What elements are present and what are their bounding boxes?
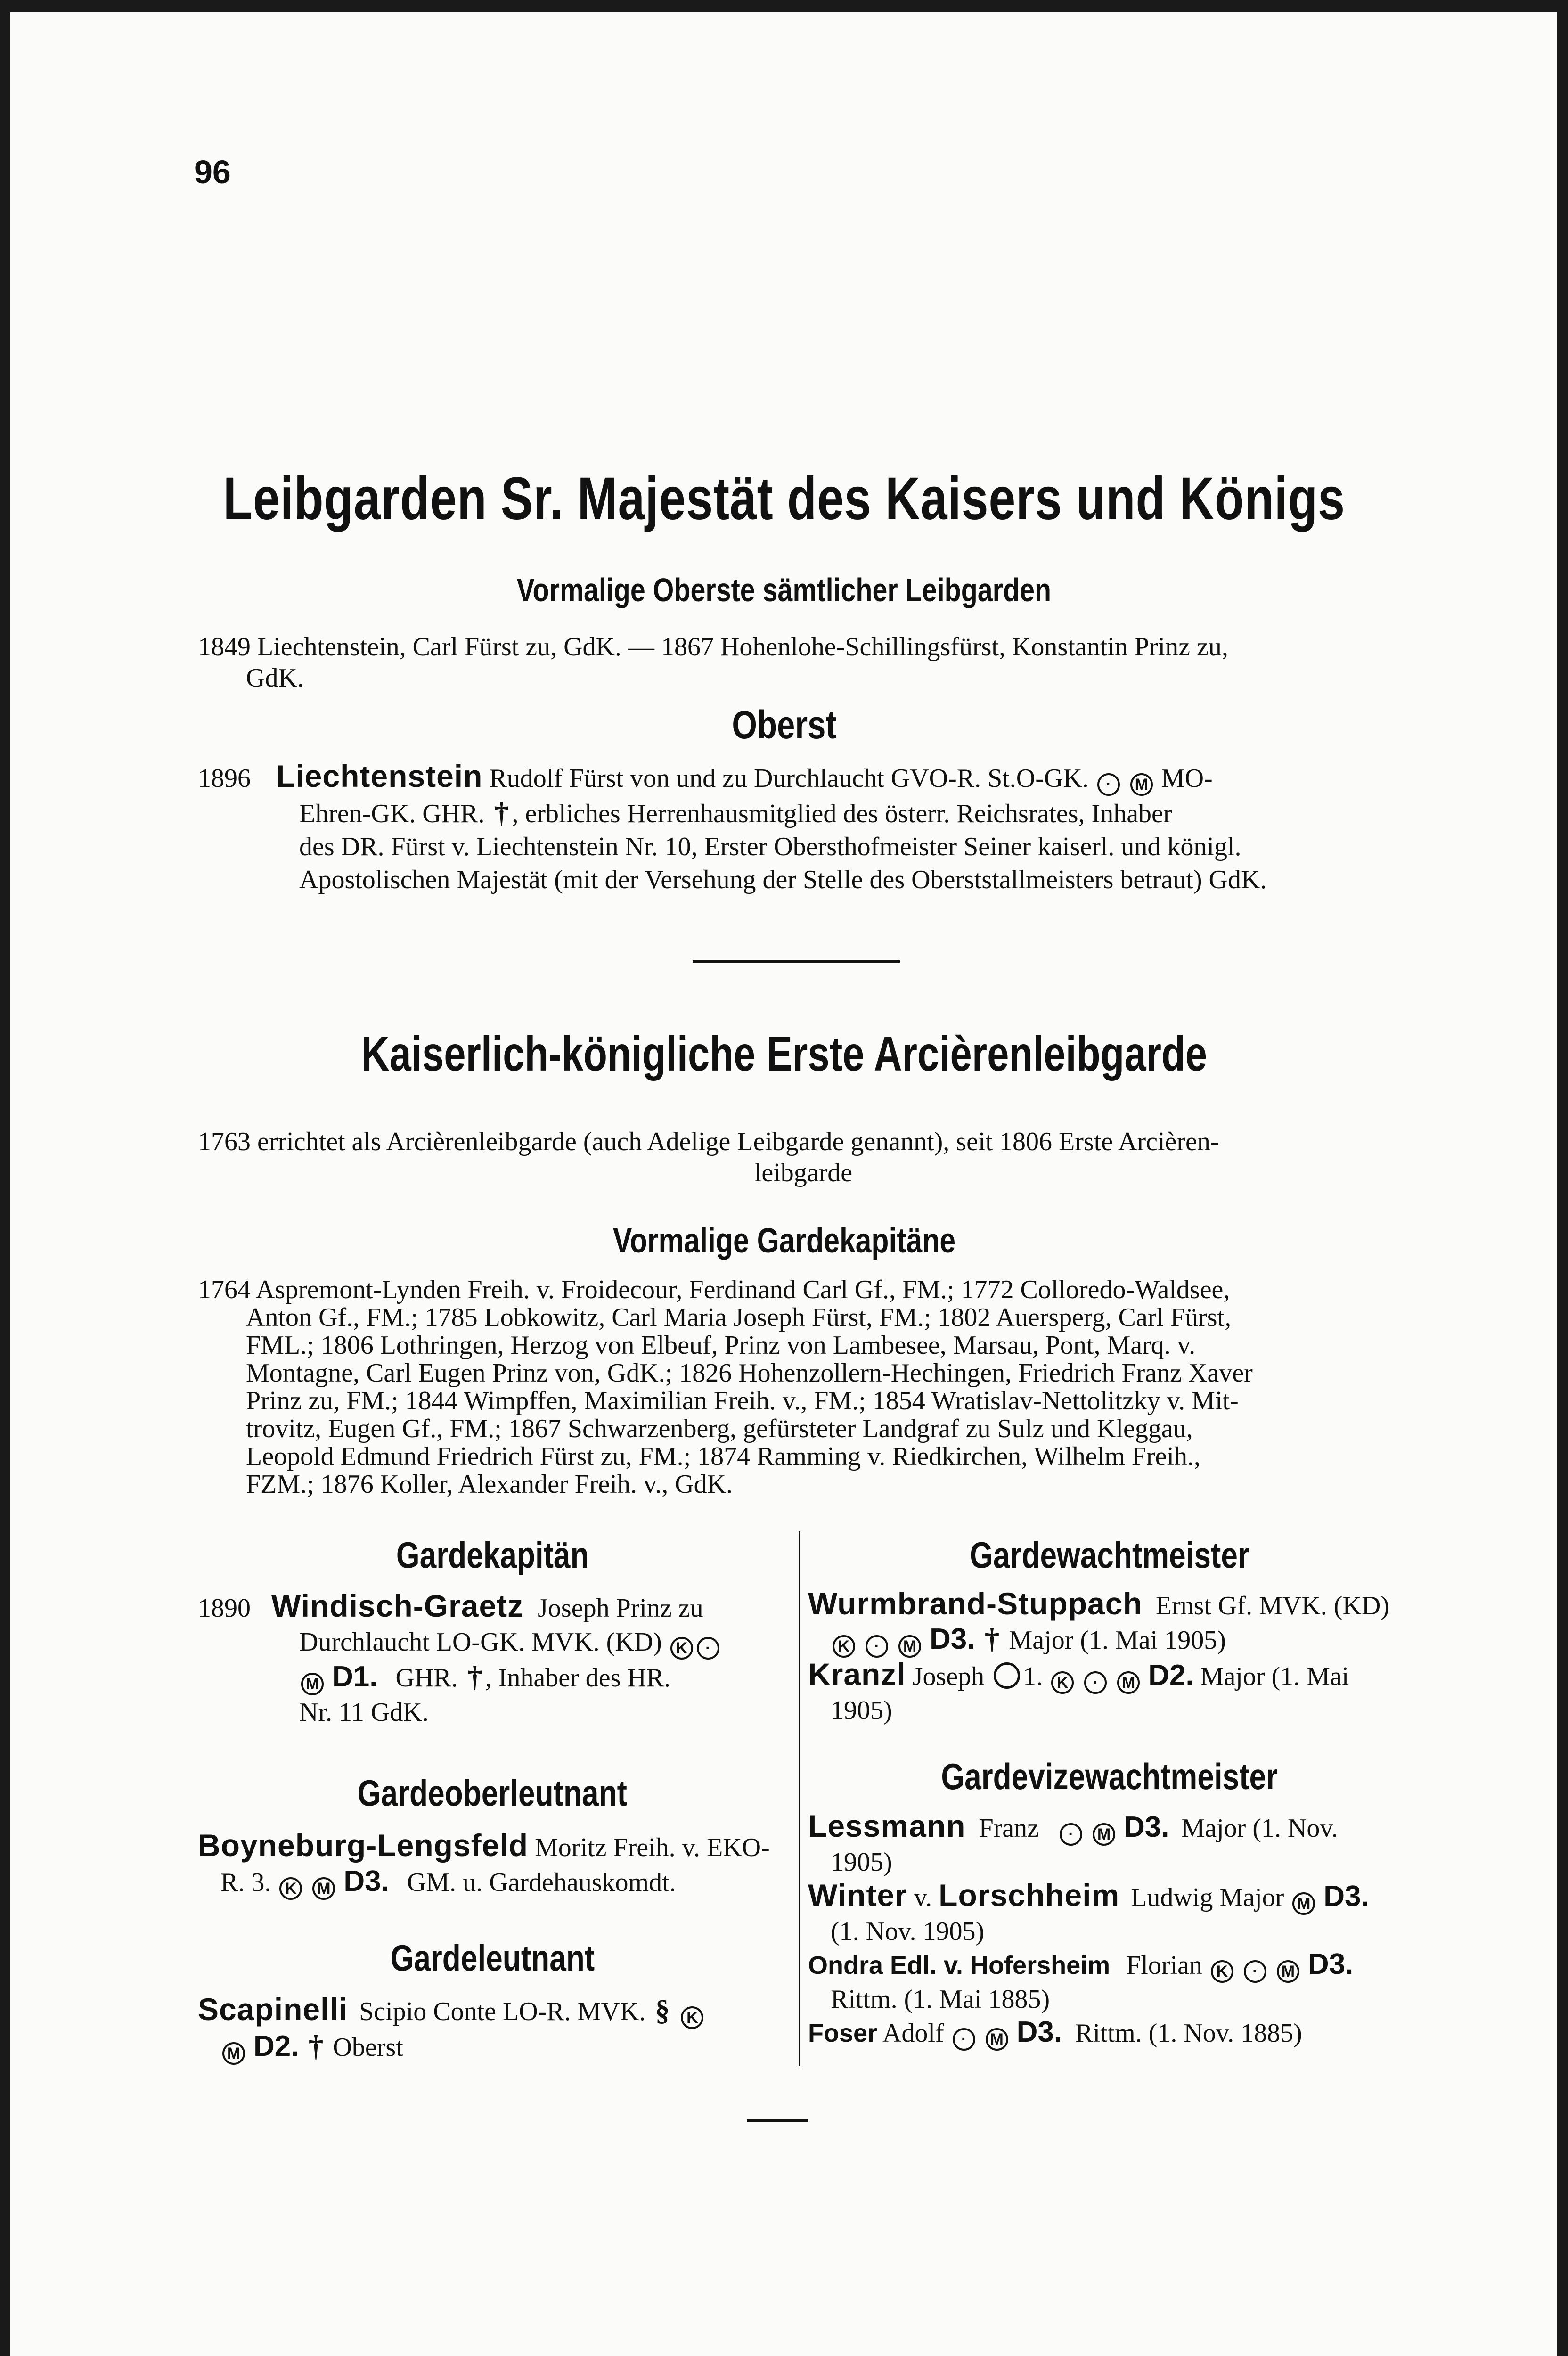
oberst-heading: Oberst [731, 703, 837, 747]
gardeoberleutnant-heading: Gardeoberleutnant [357, 1772, 628, 1814]
wurm-l1: Ernst Gf. MVK. (KD) [1155, 1591, 1389, 1620]
kap-line: Montagne, Carl Eugen Prinz von, GdK.; 1826 Hohenzollern-Hechingen, Friedrich Franz Xaver [246, 1358, 1253, 1388]
oberleutnant-line1 [198, 1828, 787, 1865]
ring-order-icon [994, 1662, 1020, 1689]
section1-entry [198, 631, 1409, 694]
oberst-line1 [198, 760, 1409, 796]
military-merit-icon: M [301, 1673, 324, 1695]
lessmann-line2: 1905) [831, 1848, 892, 1877]
oberleutnant-l2-a: R. 3. [220, 1868, 271, 1897]
gardeleutnant-entry [198, 1992, 787, 2065]
kapitan-year: 1890 [198, 1594, 251, 1623]
kapitan-line3 [198, 1660, 787, 1695]
ondra-line1 [808, 1948, 1411, 1983]
winter-l1-a: Ludwig Major [1131, 1883, 1284, 1912]
kap-line: 1764 Aspremont-Lynden Freih. v. Froidecour, Ferdinand Carl Gf., FM.; 1772 Colloredo-Waldsee, [198, 1275, 1230, 1304]
scan-border-top [0, 0, 1568, 12]
lessmann-name: Lessmann [808, 1808, 966, 1843]
foser-l1-c: Rittm. (1. Nov. 1885) [1075, 2019, 1302, 2048]
oberleutnant-name: Boyneburg-Lengsfeld [198, 1828, 529, 1863]
section2-subheading: Vormalige Gardekapitäne [612, 1221, 956, 1260]
military-merit-icon: M [898, 1635, 921, 1658]
oberst-line2-b: , erbliches Herrenhausmitglied des österr. Reichsrates, Inhaber [512, 799, 1172, 828]
section2-title: Kaiserlich-königliche Erste Arcièrenleibgarde [361, 1027, 1207, 1081]
gardekapitaen-entry [198, 1589, 787, 1729]
military-merit-icon: M [1093, 1823, 1115, 1846]
ondra-line2: Rittm. (1. Mai 1885) [831, 1985, 1050, 2014]
k-order-icon: K [681, 2006, 703, 2029]
gardewachtmeister-heading: Gardewachtmeister [970, 1534, 1250, 1576]
leutnant-l1: Scipio Conte LO-R. MVK. [359, 1997, 646, 2026]
order-medal-icon: § [655, 1995, 670, 2027]
military-merit-icon: M [1277, 1960, 1299, 1983]
military-merit-icon: M [312, 1877, 335, 1900]
wurm-l2-b: Major (1. Mai 1905) [1009, 1626, 1226, 1655]
order-circle-icon: · [1097, 773, 1120, 796]
k-order-icon: K [1051, 1671, 1074, 1694]
leutnant-line1 [198, 1992, 787, 2029]
military-merit-icon: M [1292, 1892, 1315, 1915]
gardevizewachtmeister-entries [808, 1809, 1411, 2051]
end-rule [747, 2119, 808, 2122]
oberleutnant-l2-b: D3. [343, 1865, 389, 1898]
wurm-line2 [808, 1622, 1411, 1658]
order-circle-icon: · [1084, 1671, 1107, 1694]
foser-line1 [808, 2016, 1411, 2051]
ondra-name: Ondra Edl. v. Hofersheim [808, 1951, 1111, 1980]
kranzl-l1-a: Joseph [912, 1662, 985, 1691]
section2-intro [198, 1126, 1409, 1188]
winter-name-b: Lorschheim [939, 1878, 1120, 1913]
order-circle-icon: · [1244, 1960, 1266, 1983]
winter-line1 [808, 1879, 1411, 1915]
kap-line: Anton Gf., FM.; 1785 Lobkowitz, Carl Maria Joseph Fürst, FM.; 1802 Auersperg, Carl Fürst, [246, 1303, 1232, 1332]
winter-name-a: Winter [808, 1878, 907, 1913]
kapitan-l3-b: GHR. [395, 1663, 458, 1693]
page-number: 96 [194, 154, 231, 190]
section2-intro-line1: 1763 errichtet als Arcièrenleibgarde (auch Adelige Leibgarde genannt), seit 1806 Erste Arcièren- [198, 1127, 1219, 1156]
military-merit-icon: M [222, 2042, 245, 2065]
order-circle-icon: · [953, 2028, 975, 2051]
foser-name: Foser [808, 2019, 878, 2047]
military-merit-icon: M [1117, 1671, 1140, 1694]
oberst-line1-text: Rudolf Fürst von und zu Durchlaucht GVO-R. St.O-GK. [489, 764, 1089, 793]
oberst-entry [198, 760, 1409, 896]
kranzl-l1-c: D2. [1148, 1659, 1194, 1692]
kapitan-name: Windisch-Graetz [271, 1588, 524, 1623]
foser-l1-b: D3. [1016, 2016, 1062, 2048]
k-order-icon: K [833, 1635, 855, 1658]
kapitan-line1 [198, 1589, 787, 1625]
kapitan-line4: Nr. 11 GdK. [299, 1698, 429, 1727]
cross-icon: † [984, 1622, 1000, 1655]
oberst-line3: des DR. Fürst v. Liechtenstein Nr. 10, Erster Obersthofmeister Seiner kaiserl. und königl. [299, 832, 1241, 861]
section1-entry-line1: 1849 Liechtenstein, Carl Fürst zu, GdK. — 1867 Hohenlohe-Schillingsfürst, Konstantin Prinz zu, [198, 632, 1228, 662]
scan-border-right [1557, 0, 1568, 2356]
main-title: Leibgarden Sr. Majestät des Kaisers und Königs [223, 465, 1345, 532]
leutnant-l2-a: D2. [253, 2030, 299, 2062]
lessmann-l1-a: Franz [979, 1814, 1039, 1843]
kap-line: trovitz, Eugen Gf., FM.; 1867 Schwarzenberg, gefürsteter Landgraf zu Sulz und Kleggau, [246, 1414, 1193, 1443]
kranzl-l1-b: 1. [1023, 1662, 1043, 1691]
kap-line: FML.; 1806 Lothringen, Herzog von Elbeuf, Prinz von Lambesee, Marsau, Pont, Marq. v. [246, 1331, 1196, 1360]
winter-l1-b: D3. [1323, 1880, 1369, 1913]
gardevizewachtmeister-heading: Gardevizewachtmeister [941, 1756, 1278, 1797]
oberleutnant-line2 [198, 1865, 787, 1900]
order-circle-icon: · [697, 1637, 719, 1660]
oberst-line1-end: MO- [1161, 764, 1213, 793]
oberleutnant-l1: Moritz Freih. v. EKO- [535, 1833, 770, 1862]
leutnant-line2 [198, 2029, 787, 2065]
gardeleutnant-heading: Gardeleutnant [390, 1937, 595, 1979]
oberst-line4: Apostolischen Majestät (mit der Versehung der Stelle des Oberststallmeisters betraut) GdK. [299, 865, 1267, 894]
kapitan-l1: Joseph Prinz zu [538, 1594, 703, 1623]
k-order-icon: K [670, 1637, 693, 1660]
kranzl-line1 [808, 1658, 1411, 1694]
ondra-l1-b: D3. [1307, 1948, 1354, 1980]
gardewachtmeister-entries [808, 1587, 1411, 1727]
kranzl-line2: 1905) [831, 1696, 892, 1725]
cross-icon: † [467, 1660, 482, 1693]
lessmann-line1 [808, 1809, 1411, 1846]
kapitan-l3-c: , Inhaber des HR. [485, 1663, 671, 1693]
wurm-name: Wurmbrand-Stuppach [808, 1586, 1143, 1621]
kapitan-l2: Durchlaucht LO-GK. MVK. (KD) [299, 1628, 662, 1657]
wurm-line1 [808, 1587, 1411, 1622]
order-circle-icon: · [1060, 1823, 1082, 1846]
k-order-icon: K [1211, 1960, 1233, 1983]
section1-subtitle: Vormalige Oberste sämtlicher Leibgarden [516, 572, 1052, 608]
gardekapitaene-list [198, 1276, 1409, 1498]
military-merit-icon: M [986, 2028, 1008, 2051]
leutnant-l2-b: Oberst [333, 2033, 403, 2062]
lessmann-l1-c: Major (1. Nov. [1181, 1814, 1338, 1843]
cross-icon: † [308, 2029, 324, 2062]
kranzl-l1-d: Major (1. Mai [1200, 1662, 1349, 1691]
gardeoberleutnant-entry [198, 1828, 787, 1900]
section-divider [693, 960, 900, 963]
winter-v: v. [914, 1883, 932, 1912]
leutnant-name: Scapinelli [198, 1992, 348, 2027]
column-divider [799, 1531, 800, 2066]
oberst-year: 1896 [198, 764, 251, 793]
kapitan-l3-a: D1. [332, 1661, 378, 1693]
military-merit-icon: M [1130, 773, 1153, 796]
gardekapitaen-heading: Gardekapitän [396, 1534, 589, 1576]
kapitan-line2 [198, 1625, 787, 1660]
lessmann-l1-b: D3. [1123, 1811, 1169, 1843]
oberst-line2 [198, 796, 1409, 830]
section1-entry-line2: GdK. [246, 663, 304, 693]
kap-line: Prinz zu, FM.; 1844 Wimpffen, Maximilian Freih. v., FM.; 1854 Wratislav-Nettolitzky v. Mit- [246, 1386, 1239, 1415]
oberst-line2-a: Ehren-GK. GHR. [299, 799, 485, 828]
section2-intro-line2: leibgarde [754, 1158, 853, 1187]
kap-line: Leopold Edmund Friedrich Fürst zu, FM.; 1874 Ramming v. Riedkirchen, Wilhelm Freih., [246, 1442, 1200, 1471]
ondra-l1-a: Florian [1126, 1951, 1202, 1980]
wurm-l2-a: D3. [930, 1623, 975, 1655]
cross-icon: † [494, 795, 509, 829]
kranzl-name: Kranzl [808, 1657, 906, 1692]
oberleutnant-l2-c: GM. u. Gardehauskomdt. [407, 1868, 676, 1897]
k-order-icon: K [279, 1877, 302, 1900]
order-circle-icon: · [866, 1635, 888, 1658]
scan-border-left [0, 0, 10, 2356]
kap-line: FZM.; 1876 Koller, Alexander Freih. v., GdK. [246, 1470, 733, 1499]
foser-l1-a: Adolf [882, 2019, 944, 2048]
oberst-name: Liechtenstein [276, 759, 483, 794]
winter-line2: (1. Nov. 1905) [831, 1917, 985, 1946]
